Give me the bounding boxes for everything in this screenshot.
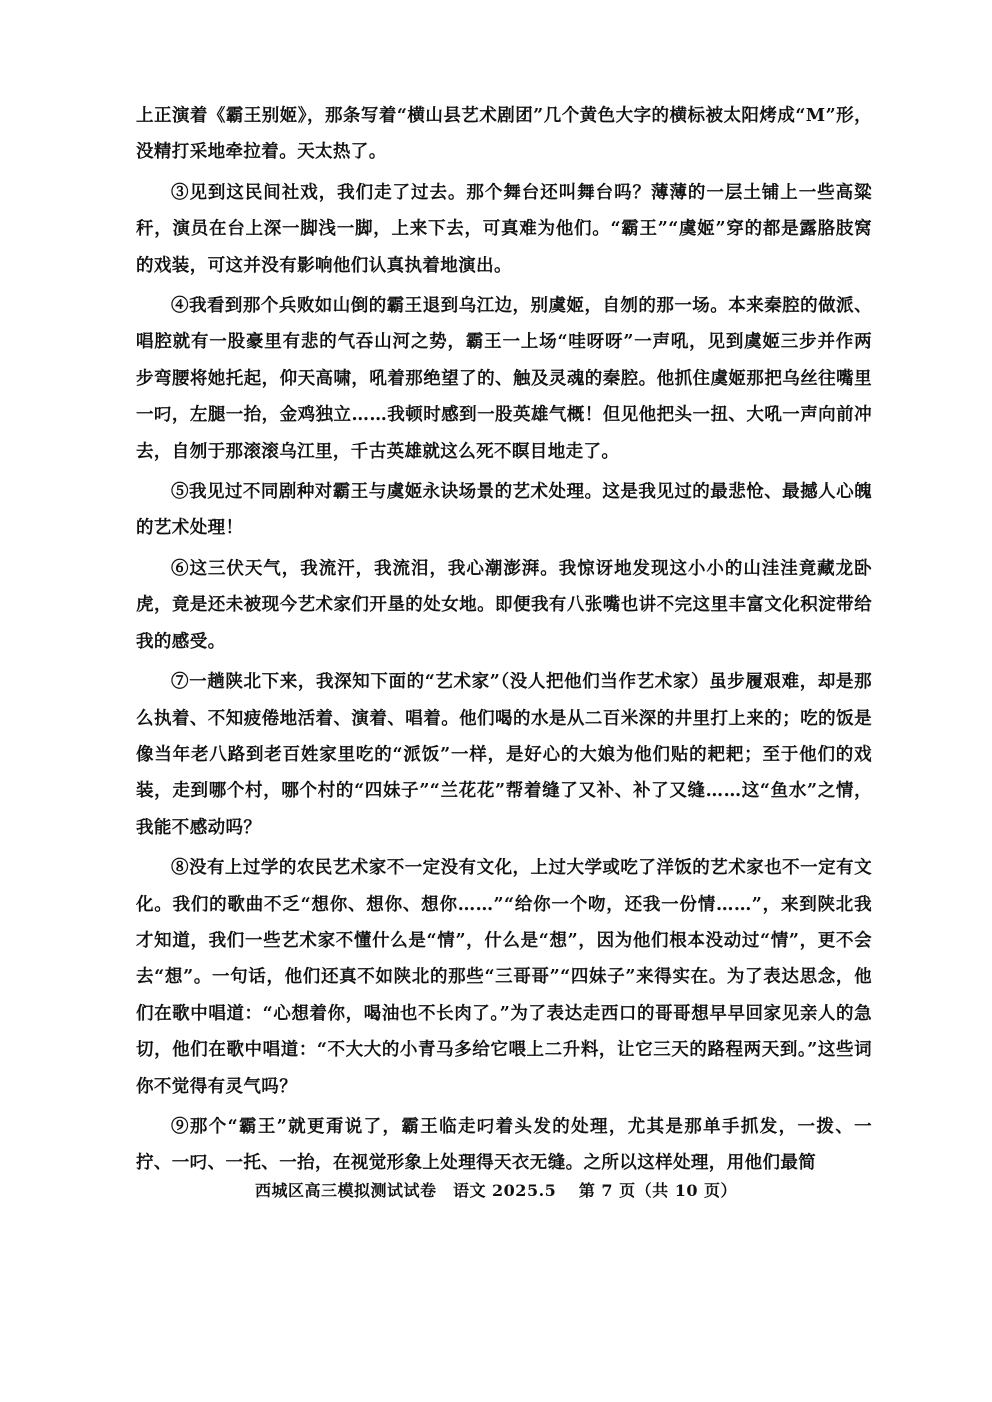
- paragraph-8: ⑧没有上过学的农民艺术家不一定没有文化，上过大学或吃了洋饭的艺术家也不一定有文化。我们的歌曲不乏“想你、想你、想你……”“给你一个吻，还我一份情……”，来到陕北我才知道，我们一些艺术家不懂什么是“情”，什么是“想”，因为他们根本没动过“情”，更不会去“想”。一句话，他们还真不如陕北的那些“三哥哥”“四妹子”来得实在。为了表达思念，他们在歌中唱道：“心想着你，喝油也不长肉了。”为了表达走西口的哥哥想早早回家见亲人的急切，他们在歌中唱道：“不大大的小青马多给它喂上二升料，让它三天的路程两天到。”这些词你不觉得有灵气吗？: [136, 858, 872, 1097]
- paragraph-5: ⑤我见过不同剧种对霸王与虞姬永诀场景的艺术处理。这是我见过的最悲怆、最撼人心魄的艺术处理！: [136, 482, 872, 539]
- article-body: [136, 98, 872, 1186]
- paragraph-7: ⑦一趟陕北下来，我深知下面的“艺术家”（没人把他们当作艺术家）虽步履艰难，却是那么执着、不知疲倦地活着、演着、唱着。他们喝的水是从二百米深的井里打上来的；吃的饭是像当年老八路到老百姓家里吃的“派饭”一样，是好心的大娘为他们贴的耙耙；至于他们的戏装，走到哪个村，哪个村的“四妹子”“兰花花”帮着缝了又补、补了又缝……这“鱼水”之情，我能不感动吗？: [136, 672, 872, 838]
- paragraph-continued: 上正演着《霸王别姬》，那条写着“横山县艺术剧团”几个黄色大字的横标被太阳烤成“M”形，没精打采地牵拉着。天太热了。: [136, 106, 872, 163]
- paragraph-4: ④我看到那个兵败如山倒的霸王退到乌江边，别虞姬，自刎的那一场。本来秦腔的做派、唱腔就有一股豪里有悲的气吞山河之势，霸王一上场“哇呀呀”一声吼，见到虞姬三步并作两步弯腰将她托起，仰天高啸，吼着那绝望了的、触及灵魂的秦腔。他抓住虞姬那把乌丝往嘴里一叼，左腿一抬，金鸡独立……我顿时感到一股英雄气概！但见他把头一扭、大吼一声向前冲去，自刎于那滚滚乌江里，千古英雄就这么死不瞑目地走了。: [136, 296, 872, 462]
- paragraph-6: ⑥这三伏天气，我流汗，我流泪，我心潮澎湃。我惊讶地发现这小小的山洼洼竟藏龙卧虎，竟是还未被现今艺术家们开垦的处女地。即便我有八张嘴也讲不完这里丰富文化积淀带给我的感受。: [136, 558, 872, 652]
- paragraph-3: ③见到这民间社戏，我们走了过去。那个舞台还叫舞台吗？薄薄的一层土铺上一些高粱秆，演员在台上深一脚浅一脚，上来下去，可真难为他们。“霸王”“虞姬”穿的都是露胳肢窝的戏装，可这并没有影响他们认真执着地演出。: [136, 182, 872, 276]
- page-footer: 西城区高三模拟测试试卷 语文 2025.5 第 7 页（共 10 页）: [254, 1181, 738, 1200]
- paragraph-9: ⑨那个“霸王”就更甭说了，霸王临走叼着头发的处理，尤其是那单手抓发，一拨、一拧、一叼、一托、一抬，在视觉形象上处理得天衣无缝。之所以这样处理，用他们最简: [136, 1116, 872, 1174]
